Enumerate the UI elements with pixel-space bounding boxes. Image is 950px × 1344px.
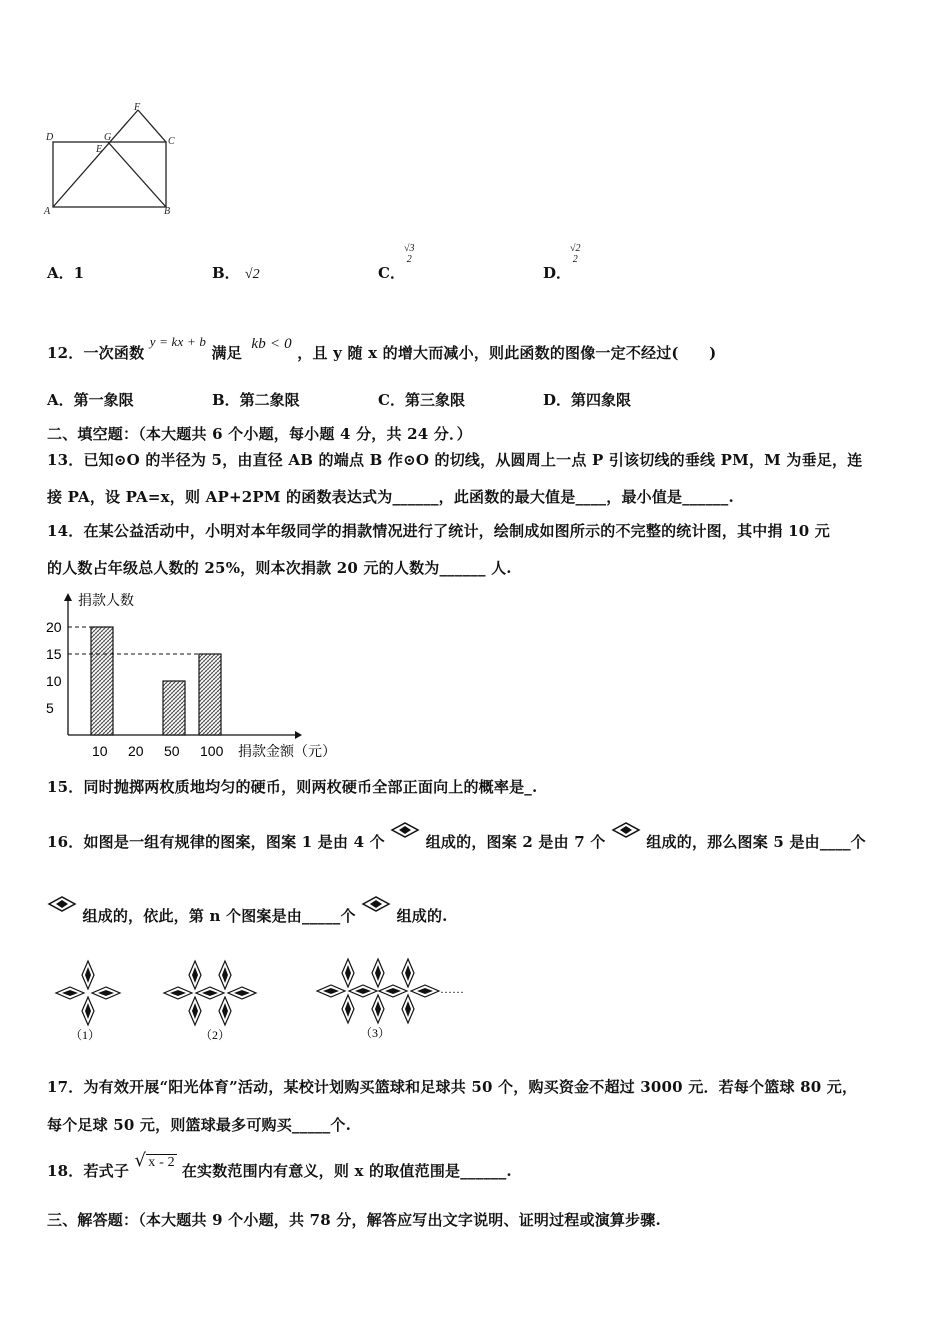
x-tick-label: 100 [200, 743, 224, 759]
pattern-3-petal [402, 995, 414, 1023]
label-f: F [134, 102, 141, 113]
q16-line1 [47, 821, 866, 852]
pattern-3-petal [349, 985, 377, 997]
pattern-2-petal [228, 987, 256, 999]
q14-line2: 的人数占年级总人数的 25%，则本次捐款 20 元的人数为______ 人. [47, 559, 512, 577]
diamond-icon [47, 895, 77, 915]
section-3-heading: 三、解答题：（本大题共 9 个小题，共 78 分，解答应写出文字说明、证明过程或演算步骤. [47, 1211, 661, 1229]
pattern-2-petal [189, 961, 201, 989]
label-g: G [104, 132, 112, 143]
pattern-1-petal [82, 961, 94, 989]
rectangle-abcd [53, 142, 166, 207]
label-b: B [164, 206, 171, 217]
pattern-2-petal [189, 997, 201, 1025]
line-gb [108, 142, 166, 207]
label-a: A [44, 206, 51, 217]
pattern-3-petal [372, 995, 384, 1023]
bar-100 [199, 654, 221, 735]
question-12 [47, 334, 717, 363]
label-c: C [168, 136, 175, 147]
donation-bar-chart [40, 585, 360, 765]
q16-part4: 组成的，依此，第 n 个图案是由_____个 [82, 907, 356, 925]
pattern-2-petal [219, 997, 231, 1025]
diamond-icon [361, 895, 391, 915]
x-tick-label: 50 [164, 743, 180, 759]
line-fc [138, 110, 166, 142]
q12-prefix: 12．一次函数 [47, 344, 145, 362]
q12-formula: y = kx + b [149, 334, 207, 349]
q17-line2: 每个足球 50 元，则篮球最多可购买_____个. [47, 1116, 352, 1134]
pattern-3-petal [342, 995, 354, 1023]
label-e: E [96, 144, 103, 155]
q11-option-c-denominator: 2 [406, 254, 412, 265]
pattern-ellipsis: …… [440, 982, 464, 996]
q12-option-c: C．第三象限 [378, 391, 465, 409]
label-d: D [46, 132, 54, 143]
pattern-2-petal [164, 987, 192, 999]
pattern-3-petal [411, 985, 439, 997]
pattern-figures [50, 955, 480, 1050]
diamond-icon [611, 821, 641, 841]
diamond-icon [390, 821, 420, 841]
q11-option-d-numerator: √2 [570, 243, 581, 254]
q18-radical [135, 1152, 182, 1170]
q11-option-c [378, 262, 405, 283]
section-2-heading: 二、填空题：（本大题共 6 个小题，每小题 4 分，共 24 分．） [47, 425, 472, 443]
q13-line1: 13．已知⊙O 的半径为 5，由直径 AB 的端点 B 作⊙O 的切线，从圆周上一点 P 引该切线的垂线 PM，M 为垂足，连 [47, 451, 863, 469]
q11-option-b [212, 262, 260, 283]
pattern-3-petal [372, 959, 384, 987]
q12-suffix: ，且 y 随 x 的增大而减小，则此函数的图像一定不经过( ) [297, 344, 717, 362]
caption-1: （1） [70, 1028, 101, 1042]
q18-radicand: x - 2 [148, 1155, 175, 1170]
q16-part5: 组成的. [396, 907, 448, 925]
q16-part1: 16．如图是一组有规律的图案，图案 1 是由 4 个 [47, 833, 385, 851]
y-tick-label: 5 [46, 700, 54, 716]
y-tick-label: 15 [46, 646, 62, 662]
pattern-3-petal [402, 959, 414, 987]
geometry-figure [40, 100, 190, 220]
y-axis-arrow [64, 593, 72, 601]
q12-condition: kb < 0 [251, 336, 292, 352]
q18-prefix: 18．若式子 [47, 1162, 130, 1180]
x-axis-arrow [295, 731, 302, 739]
pattern-3-petal [379, 985, 407, 997]
pattern-2-petal [196, 987, 224, 999]
q11-option-d-denominator: 2 [572, 254, 578, 265]
pattern-3-petal [342, 959, 354, 987]
pattern-3-petal [317, 985, 345, 997]
q12-option-a: A．第一象限 [47, 391, 134, 409]
q14-line1: 14．在某公益活动中，小明对本年级同学的捐款情况进行了统计，绘制成如图所示的不完整的统计图，其中捐 10 元 [47, 522, 830, 540]
x-tick-label: 10 [92, 743, 108, 759]
x-tick-label: 20 [128, 743, 144, 759]
line-af [53, 110, 138, 207]
q11-option-c-label: C． [378, 264, 405, 282]
radical-sign-icon: √ [134, 1150, 147, 1171]
q16-part2: 组成的，图案 2 是由 7 个 [425, 833, 606, 851]
q18-suffix: 在实数范围内有意义，则 x 的取值范围是______. [181, 1162, 512, 1180]
q12-option-b: B．第二象限 [212, 391, 300, 409]
pattern-1-petal [92, 987, 120, 999]
question-18 [47, 1150, 512, 1181]
q11-option-b-label: B． [212, 264, 240, 282]
q13-line2: 接 PA，设 PA=x，则 AP+2PM 的函数表达式为______，此函数的最大值是____，最小值是______. [47, 488, 734, 506]
bar-10 [91, 627, 113, 735]
q11-option-d [543, 262, 571, 283]
q11-option-d-fraction [570, 243, 581, 265]
y-axis-label: 捐款人数 [78, 592, 134, 608]
caption-2: （2） [200, 1028, 231, 1042]
q12-mid: 满足 [211, 344, 242, 362]
q11-option-d-label: D． [543, 264, 572, 282]
caption-3: （3） [360, 1026, 391, 1040]
y-tick-label: 20 [46, 619, 62, 635]
q17-line1: 17．为有效开展“阳光体育”活动，某校计划购买篮球和足球共 50 个，购买资金不超过 3000 元．若每个篮球 80 元， [47, 1078, 858, 1096]
pattern-1-petal [56, 987, 84, 999]
q11-option-a: A．1 [47, 264, 85, 282]
question-15: 15．同时抛掷两枚质地均匀的硬币，则两枚硬币全部正面向上的概率是_. [47, 778, 538, 796]
q11-option-c-fraction [404, 243, 415, 265]
y-tick-label: 10 [46, 673, 62, 689]
bar-50 [163, 681, 185, 735]
x-axis-label: 捐款金额（元） [238, 743, 336, 759]
pattern-2-petal [219, 961, 231, 989]
pattern-1-petal [82, 997, 94, 1025]
q12-option-d: D．第四象限 [543, 391, 632, 409]
q16-line2 [47, 895, 448, 926]
q16-part3: 组成的，那么图案 5 是由____个 [646, 833, 866, 851]
q11-option-b-math: √2 [244, 267, 260, 282]
q11-option-c-numerator: √3 [404, 243, 415, 254]
